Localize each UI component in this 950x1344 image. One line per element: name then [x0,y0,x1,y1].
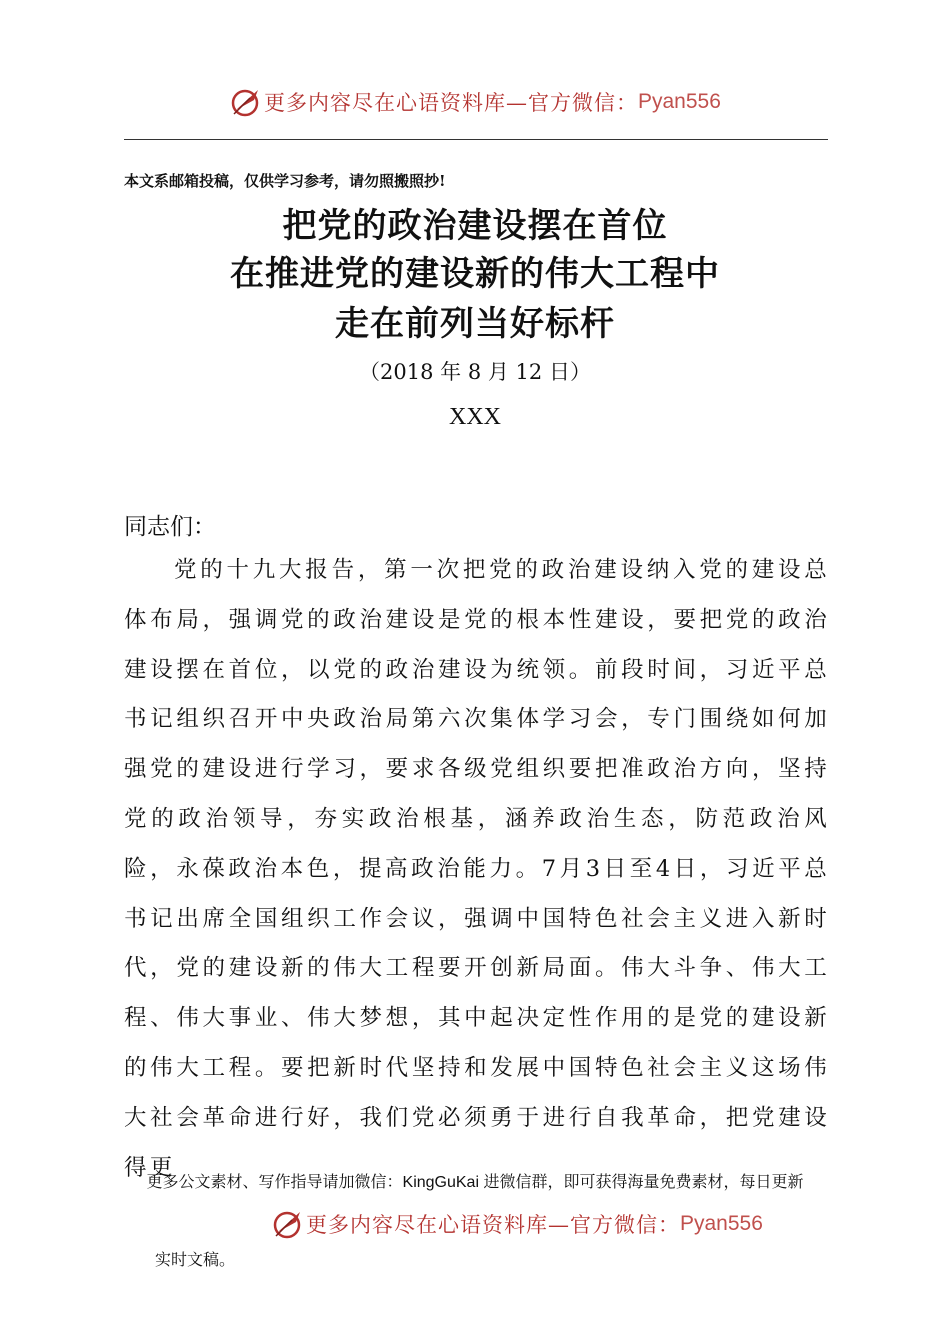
salutation: 同志们： [124,513,216,539]
header-logo [228,86,721,118]
footer-logo [270,1208,763,1240]
title-line-2: 在推进党的建设新的伟大工程中 [230,254,720,294]
copyright-notice: 本文系邮箱投稿，仅供学习参考，请勿照搬照抄! [124,172,446,190]
title-line-3: 走在前列当好标杆 [335,304,615,344]
footer-promo-line-2: 实时文稿。 [155,1252,236,1269]
title-line-1: 把党的政治建设摆在首位 [282,206,668,246]
speech-author: XXX [449,404,501,430]
footer-logo-text: 更多内容尽在心语资料库—官方微信： [306,1213,680,1237]
quill-logo-icon [228,86,264,118]
quill-logo-icon [270,1208,306,1240]
header-rule [124,139,828,140]
body-paragraph: 党的十九大报告，第一次把党的政治建设纳入党的建设总体布局，强调党的政治建设是党的根本性建设，要把党的政治建设摆在首位，以党的政治建设为统领。前段时间，习近平总书记组织召开中央政治局第六次集体学习会，专门围绕如何加强党的建设进行学习，要求各级党组织要把准政治方向，坚持党的政治领导，夯实政治根基，涵养政治生态，防范政治风险，永葆政治本色，提高政治能力。7月3日至4日，习近平总书记出席全国组织工作会议，强调中国特色社会主义进入新时代，党的建设新的伟大工程要开创新局面。伟大斗争、伟大工程、伟大事业、伟大梦想，其中起决定性作用的是党的建设新的伟大工程。要把新时代坚持和发展中国特色社会主义这场伟大社会革命进行好，我们党必须勇于进行自我革命，把党建设得更 [124,557,830,1181]
footer-wechat-id: Pyan556 [680,1212,763,1235]
header-wechat-id: Pyan556 [638,90,721,113]
header-logo-text: 更多内容尽在心语资料库—官方微信： [264,91,638,115]
footer-promo-line-1: 更多公文素材、写作指导请加微信：KingGuKai 进微信群，即可获得海量免费素材，每日更新 [146,1174,804,1191]
speech-date: （2018 年 8 月 12 日） [359,360,591,384]
